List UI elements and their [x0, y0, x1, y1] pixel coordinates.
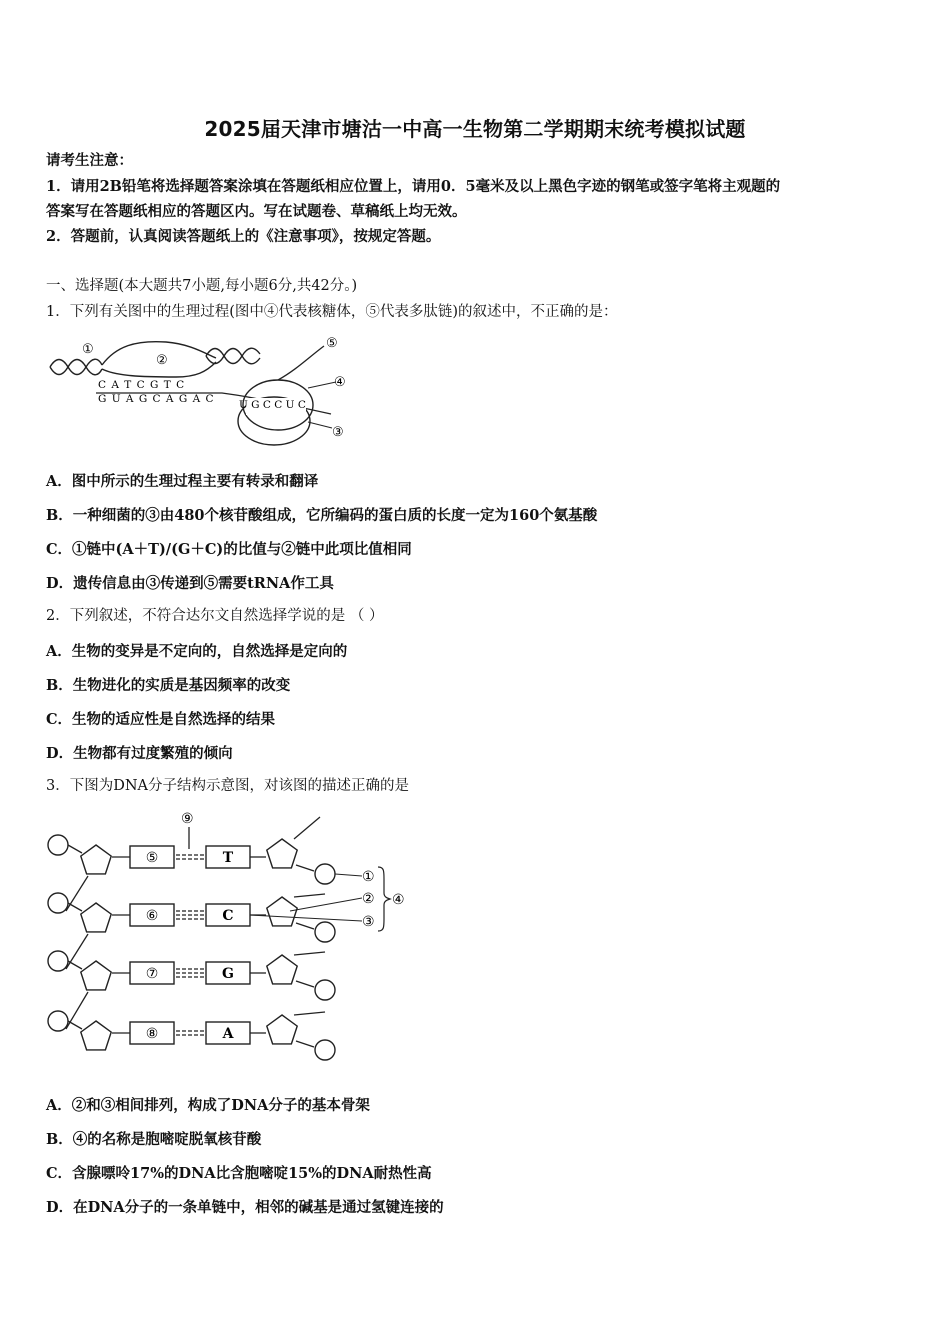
- base-label-left: ⑧: [145, 1026, 159, 1042]
- deoxyribose-right: [267, 955, 297, 984]
- base-label-right: G: [222, 966, 234, 982]
- q3-label-1: ①: [362, 869, 375, 885]
- q1-label-3: ③: [332, 425, 344, 440]
- deoxyribose-right: [267, 897, 297, 926]
- q3-dna-structure-diagram: [44, 805, 424, 1075]
- phosphate-left: [48, 951, 68, 971]
- q1-top-sequence: C A T C G T C: [98, 379, 186, 391]
- backbone-line: [66, 992, 88, 1029]
- phosphate-right: [315, 980, 335, 1000]
- backbone-line: [66, 876, 88, 911]
- phosphate-right: [315, 1040, 335, 1060]
- bond-line: [296, 923, 314, 929]
- notice-line-1b: 答案写在答题纸相应的答题区内。写在试题卷、草稿纸上均无效。: [46, 203, 467, 220]
- q3-label-9: ⑨: [181, 811, 194, 827]
- leader-line: [290, 898, 362, 911]
- q3-option-b: B．④的名称是胞嘧啶脱氧核苷酸: [46, 1131, 262, 1148]
- q1-bottom-sequence: G U A G C A G A C: [98, 393, 215, 405]
- q3-label-2: ②: [362, 891, 375, 907]
- page-title: 2025届天津市塘沽一中高一生物第二学期期末统考模拟试题: [204, 117, 746, 141]
- q3-stem: 3．下图为DNA分子结构示意图，对该图的描述正确的是: [46, 778, 410, 794]
- q1-codon-sequence: U G C C U C: [239, 399, 306, 411]
- phosphate-right: [315, 864, 335, 884]
- backbone-line: [66, 934, 88, 969]
- q3-option-c: C．含腺嘌呤17%的DNA比含胞嘧啶15%的DNA耐热性高: [46, 1165, 432, 1182]
- section-heading: 一、选择题(本大题共7小题,每小题6分,共42分。): [46, 278, 358, 294]
- q2-stem: 2．下列叙述，不符合达尔文自然选择学说的是 （ ）: [46, 608, 384, 624]
- q1-transcription-diagram: [46, 330, 366, 450]
- bond-line: [68, 903, 82, 911]
- q1-option-b: B．一种细菌的③由480个核苷酸组成，它所编码的蛋白质的长度一定为160个氨基酸: [46, 507, 598, 524]
- deoxyribose-left: [81, 1021, 111, 1050]
- q3-option-d: D．在DNA分子的一条单链中，相邻的碱基是通过氢键连接的: [46, 1199, 444, 1216]
- backbone-line: [294, 952, 325, 955]
- notice-line-1a: 1．请用2B铅笔将选择题答案涂填在答题纸相应位置上，请用0．5毫米及以上黑色字迹的钢笔或签字笔将主观题的: [46, 178, 781, 195]
- base-label-right: C: [222, 908, 234, 924]
- phosphate-left: [48, 893, 68, 913]
- deoxyribose-left: [81, 961, 111, 990]
- bond-line: [68, 961, 82, 969]
- bond-line: [68, 1021, 82, 1029]
- backbone-line: [294, 1012, 325, 1015]
- q1-label-5: ⑤: [326, 336, 338, 351]
- q3-option-a: A．②和③相间排列，构成了DNA分子的基本骨架: [46, 1097, 370, 1114]
- base-label-left: ⑤: [145, 850, 159, 866]
- base-label-left: ⑥: [145, 908, 159, 924]
- q1-option-a: A．图中所示的生理过程主要有转录和翻译: [46, 473, 319, 490]
- deoxyribose-right: [267, 1015, 297, 1044]
- deoxyribose-left: [81, 903, 111, 932]
- q1-label-1: ①: [82, 342, 94, 357]
- q2-option-d: D．生物都有过度繁殖的倾向: [46, 745, 233, 762]
- phosphate-right: [315, 922, 335, 942]
- bond-line: [68, 845, 82, 853]
- notice-heading: 请考生注意：: [46, 152, 133, 169]
- base-label-right: T: [222, 850, 234, 866]
- q1-option-d: D．遗传信息由③传递到⑤需要tRNA作工具: [46, 575, 334, 592]
- q1-stem: 1．下列有关图中的生理过程(图中④代表核糖体，⑤代表多肽链)的叙述中，不正确的是：: [46, 304, 618, 320]
- backbone-line: [294, 894, 325, 897]
- base-label-right: A: [222, 1026, 234, 1042]
- base-label-left: ⑦: [145, 966, 159, 982]
- q3-label-3: ③: [362, 914, 375, 930]
- q2-option-b: B．生物进化的实质是基因频率的改变: [46, 677, 291, 694]
- bond-line: [296, 1041, 314, 1047]
- phosphate-left: [48, 1011, 68, 1031]
- phosphate-left: [48, 835, 68, 855]
- q1-label-4: ④: [334, 375, 346, 390]
- leader-line: [335, 874, 362, 876]
- leader-line: [250, 915, 362, 921]
- q2-option-c: C．生物的适应性是自然选择的结果: [46, 711, 276, 728]
- deoxyribose-right: [267, 839, 297, 868]
- q1-label-2: ②: [156, 353, 168, 368]
- bond-line: [296, 865, 314, 871]
- bond-line: [296, 981, 314, 987]
- backbone-line: [294, 817, 320, 839]
- q2-option-a: A．生物的变异是不定向的，自然选择是定向的: [46, 643, 348, 660]
- q1-option-c: C．①链中(A＋T)/(G＋C)的比值与②链中此项比值相同: [46, 541, 412, 558]
- notice-line-2: 2．答题前，认真阅读答题纸上的《注意事项》，按规定答题。: [46, 228, 441, 245]
- q3-label-4: ④: [392, 892, 405, 908]
- deoxyribose-left: [81, 845, 111, 874]
